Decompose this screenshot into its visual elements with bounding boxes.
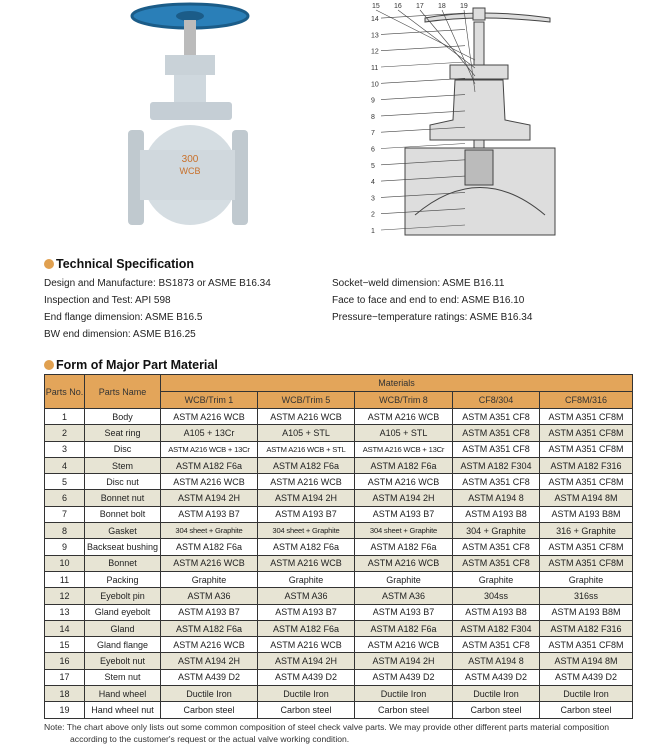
table-row [45, 490, 633, 506]
material-cell: ASTM A193 B7 [161, 604, 258, 620]
material-cell: ASTM A216 WCB [355, 409, 453, 425]
part-name: Eyebolt nut [85, 653, 161, 669]
material-cell: Ductile Iron [453, 686, 540, 702]
material-cell: ASTM A351 CF8M [540, 425, 633, 441]
material-cell: ASTM A351 CF8 [453, 441, 540, 457]
material-heading [44, 358, 218, 372]
material-cell: ASTM A351 CF8M [540, 409, 633, 425]
material-cell: 304 + Graphite [453, 523, 540, 539]
part-number: 5 [45, 474, 85, 490]
callout-label: 18 [438, 3, 446, 10]
material-cell: ASTM A182 F304 [453, 457, 540, 473]
material-cell: ASTM A194 8 [453, 653, 540, 669]
material-cell: A105 + STL [355, 425, 453, 441]
material-cell: ASTM A351 CF8 [453, 474, 540, 490]
material-cell: 304 sheet + Graphite [161, 523, 258, 539]
header-material-col: WCB/Trim 5 [258, 392, 355, 409]
part-number: 7 [45, 506, 85, 522]
part-name: Stem nut [85, 669, 161, 685]
material-cell: Carbon steel [540, 702, 633, 718]
material-cell: Ductile Iron [355, 686, 453, 702]
spec-item: End flange dimension: ASME B16.5 [44, 312, 203, 323]
bullet-icon [44, 259, 54, 269]
spec-item: Inspection and Test: API 598 [44, 295, 171, 306]
table-row [45, 425, 633, 441]
part-name: Eyebolt pin [85, 588, 161, 604]
table-row [45, 523, 633, 539]
callout-label: 11 [371, 65, 379, 72]
material-cell: ASTM A216 WCB [161, 555, 258, 571]
material-cell: ASTM A216 WCB [258, 555, 355, 571]
table-row [45, 669, 633, 685]
part-number: 3 [45, 441, 85, 457]
material-cell: ASTM A351 CF8 [453, 539, 540, 555]
part-name: Gland eyebolt [85, 604, 161, 620]
material-cell: ASTM A182 F6a [258, 457, 355, 473]
table-row [45, 539, 633, 555]
spec-item: BW end dimension: ASME B16.25 [44, 329, 196, 340]
material-cell: Ductile Iron [258, 686, 355, 702]
material-cell: ASTM A216 WCB [161, 409, 258, 425]
material-cell: 304 sheet + Graphite [258, 523, 355, 539]
callout-label: 17 [416, 3, 424, 10]
part-name: Bonnet [85, 555, 161, 571]
material-cell: ASTM A193 B7 [161, 506, 258, 522]
callout-label: 4 [371, 179, 375, 187]
material-cell: ASTM A351 CF8M [540, 555, 633, 571]
spec-item: Socket−weld dimension: ASME B16.11 [332, 278, 505, 289]
callout-leader [381, 46, 465, 51]
callout-label: 3 [371, 195, 375, 203]
material-cell: Ductile Iron [161, 686, 258, 702]
part-number: 4 [45, 457, 85, 473]
material-cell: ASTM A182 F304 [453, 620, 540, 636]
part-name: Backseat bushing [85, 539, 161, 555]
part-number: 12 [45, 588, 85, 604]
table-row [45, 588, 633, 604]
material-cell: ASTM A193 B7 [355, 604, 453, 620]
material-cell: ASTM A36 [355, 588, 453, 604]
part-number: 13 [45, 604, 85, 620]
part-name: Gland [85, 620, 161, 636]
material-cell: ASTM A351 CF8 [453, 555, 540, 571]
material-cell: 316ss [540, 588, 633, 604]
material-cell: ASTM A193 B7 [355, 506, 453, 522]
material-cell: ASTM A194 2H [355, 653, 453, 669]
material-cell: ASTM A439 D2 [355, 669, 453, 685]
part-name: Packing [85, 571, 161, 587]
part-name: Seat ring [85, 425, 161, 441]
material-cell: ASTM A36 [258, 588, 355, 604]
table-row [45, 555, 633, 571]
technical-specification-heading [44, 257, 194, 271]
material-cell: ASTM A216 WCB [258, 409, 355, 425]
note [44, 722, 609, 745]
material-table [44, 374, 633, 719]
material-cell: ASTM A351 CF8 [453, 425, 540, 441]
material-cell: ASTM A193 B7 [258, 506, 355, 522]
material-cell: Carbon steel [355, 702, 453, 718]
part-number: 8 [45, 523, 85, 539]
valve-section-diagram [355, 0, 585, 245]
callout-label: 7 [371, 130, 375, 138]
part-name: Hand wheel nut [85, 702, 161, 718]
material-cell: ASTM A439 D2 [540, 669, 633, 685]
material-cell: ASTM A182 F6a [355, 457, 453, 473]
material-cell: ASTM A351 CF8M [540, 637, 633, 653]
material-cell: Ductile Iron [540, 686, 633, 702]
material-cell: A105 + STL [258, 425, 355, 441]
material-cell: 304 sheet + Graphite [355, 523, 453, 539]
table-row [45, 474, 633, 490]
callout-label: 6 [371, 146, 375, 154]
material-cell: ASTM A182 F6a [161, 620, 258, 636]
material-cell: Graphite [161, 571, 258, 587]
material-cell: Graphite [258, 571, 355, 587]
material-cell: ASTM A194 2H [258, 653, 355, 669]
callout-label: 2 [371, 211, 375, 219]
bullet-icon [44, 360, 54, 370]
header-material-col: CF8/304 [453, 392, 540, 409]
callout-label: 10 [371, 81, 379, 89]
table-row [45, 653, 633, 669]
callout-label: 5 [371, 162, 375, 170]
part-number: 18 [45, 686, 85, 702]
material-cell: ASTM A193 B7 [258, 604, 355, 620]
header-parts-no: Parts No. [45, 375, 85, 409]
part-number: 2 [45, 425, 85, 441]
part-name: Bonnet nut [85, 490, 161, 506]
material-cell: ASTM A36 [161, 588, 258, 604]
material-cell: ASTM A216 WCB [258, 637, 355, 653]
material-cell: ASTM A194 8 [453, 490, 540, 506]
material-cell: ASTM A216 WCB [355, 555, 453, 571]
part-number: 16 [45, 653, 85, 669]
material-cell: ASTM A351 CF8 [453, 409, 540, 425]
material-cell: Graphite [453, 571, 540, 587]
material-cell: ASTM A216 WCB + 13Cr [161, 441, 258, 457]
body-marking: WCB [179, 166, 201, 176]
material-cell: ASTM A216 WCB [355, 637, 453, 653]
note-line: according to the customer's request or the actual valve working condition. [70, 733, 350, 744]
part-number: 10 [45, 555, 85, 571]
table-row [45, 441, 633, 457]
material-cell: Graphite [540, 571, 633, 587]
material-cell: ASTM A194 8M [540, 653, 633, 669]
material-cell: A105 + 13Cr [161, 425, 258, 441]
callout-leader [381, 78, 465, 83]
note-line: Note: The chart above only lists out some common composition of steel check valve parts. We may provide other different parts material composition [44, 722, 610, 732]
part-number: 9 [45, 539, 85, 555]
table-row [45, 604, 633, 620]
material-cell: ASTM A216 WCB [161, 474, 258, 490]
header-material-col: WCB/Trim 1 [161, 392, 258, 409]
part-number: 6 [45, 490, 85, 506]
header-materials: Materials [161, 375, 633, 392]
heading-text: Technical Specification [56, 257, 195, 271]
part-name: Bonnet bolt [85, 506, 161, 522]
material-cell: ASTM A182 F6a [258, 620, 355, 636]
table-row [45, 506, 633, 522]
material-cell: ASTM A193 B8M [540, 604, 633, 620]
material-cell: ASTM A194 2H [355, 490, 453, 506]
material-cell: ASTM A439 D2 [258, 669, 355, 685]
material-cell: ASTM A182 F316 [540, 620, 633, 636]
material-cell: ASTM A182 F6a [355, 620, 453, 636]
part-name: Stem [85, 457, 161, 473]
material-cell: ASTM A182 F6a [258, 539, 355, 555]
material-cell: ASTM A193 B8 [453, 506, 540, 522]
material-cell: Graphite [355, 571, 453, 587]
material-cell: ASTM A194 8M [540, 490, 633, 506]
part-name: Disc [85, 441, 161, 457]
part-number: 11 [45, 571, 85, 587]
material-cell: ASTM A216 WCB [258, 474, 355, 490]
material-cell: ASTM A439 D2 [453, 669, 540, 685]
material-cell: ASTM A351 CF8M [540, 539, 633, 555]
callout-label: 1 [371, 228, 375, 235]
part-name: Hand wheel [85, 686, 161, 702]
material-cell: ASTM A351 CF8 [453, 637, 540, 653]
callout-leader [381, 95, 465, 100]
part-number: 14 [45, 620, 85, 636]
material-cell: Carbon steel [453, 702, 540, 718]
material-cell: ASTM A351 CF8M [540, 441, 633, 457]
material-cell: ASTM A194 2H [258, 490, 355, 506]
material-cell: ASTM A182 F316 [540, 457, 633, 473]
material-cell: ASTM A216 WCB + STL [258, 441, 355, 457]
callout-label: 8 [371, 113, 375, 121]
material-cell: 316 + Graphite [540, 523, 633, 539]
material-cell: ASTM A216 WCB [161, 637, 258, 653]
callout-label: 15 [372, 3, 380, 10]
body-marking: 300 [181, 154, 199, 165]
callout-label: 14 [371, 16, 379, 24]
table-row [45, 571, 633, 587]
table-row [45, 457, 633, 473]
part-number: 17 [45, 669, 85, 685]
part-name: Body [85, 409, 161, 425]
material-cell: ASTM A193 B8M [540, 506, 633, 522]
callout-label: 9 [371, 97, 375, 105]
part-number: 19 [45, 702, 85, 718]
header-parts-name: Parts Name [85, 375, 161, 409]
material-cell: Carbon steel [258, 702, 355, 718]
table-row [45, 620, 633, 636]
callout-label: 19 [460, 3, 468, 10]
globe-valve-photo [120, 0, 255, 245]
callout-label: 13 [371, 32, 379, 40]
material-cell: 304ss [453, 588, 540, 604]
spec-item: Pressure−temperature ratings: ASME B16.34 [332, 312, 533, 323]
material-cell: ASTM A216 WCB + 13Cr [355, 441, 453, 457]
part-name: Gasket [85, 523, 161, 539]
callout-leader [381, 111, 465, 116]
part-name: Disc nut [85, 474, 161, 490]
callout-label: 12 [371, 48, 379, 56]
part-number: 15 [45, 637, 85, 653]
callout-label: 16 [394, 3, 402, 10]
material-cell: ASTM A351 CF8M [540, 474, 633, 490]
material-cell: ASTM A182 F6a [161, 457, 258, 473]
header-material-col: WCB/Trim 8 [355, 392, 453, 409]
material-cell: ASTM A182 F6a [355, 539, 453, 555]
table-row [45, 702, 633, 718]
part-number: 1 [45, 409, 85, 425]
heading-text: Form of Major Part Material [56, 358, 218, 372]
material-cell: ASTM A193 B8 [453, 604, 540, 620]
material-cell: ASTM A216 WCB [355, 474, 453, 490]
spec-item: Face to face and end to end: ASME B16.10 [332, 295, 525, 306]
material-cell: ASTM A194 2H [161, 653, 258, 669]
table-row [45, 637, 633, 653]
part-name: Gland flange [85, 637, 161, 653]
spec-item: Design and Manufacture: BS1873 or ASME B16.34 [44, 278, 271, 289]
material-cell: ASTM A182 F6a [161, 539, 258, 555]
header-material-col: CF8M/316 [540, 392, 633, 409]
table-row [45, 686, 633, 702]
material-cell: Carbon steel [161, 702, 258, 718]
material-cell: ASTM A439 D2 [161, 669, 258, 685]
material-cell: ASTM A194 2H [161, 490, 258, 506]
table-row [45, 409, 633, 425]
